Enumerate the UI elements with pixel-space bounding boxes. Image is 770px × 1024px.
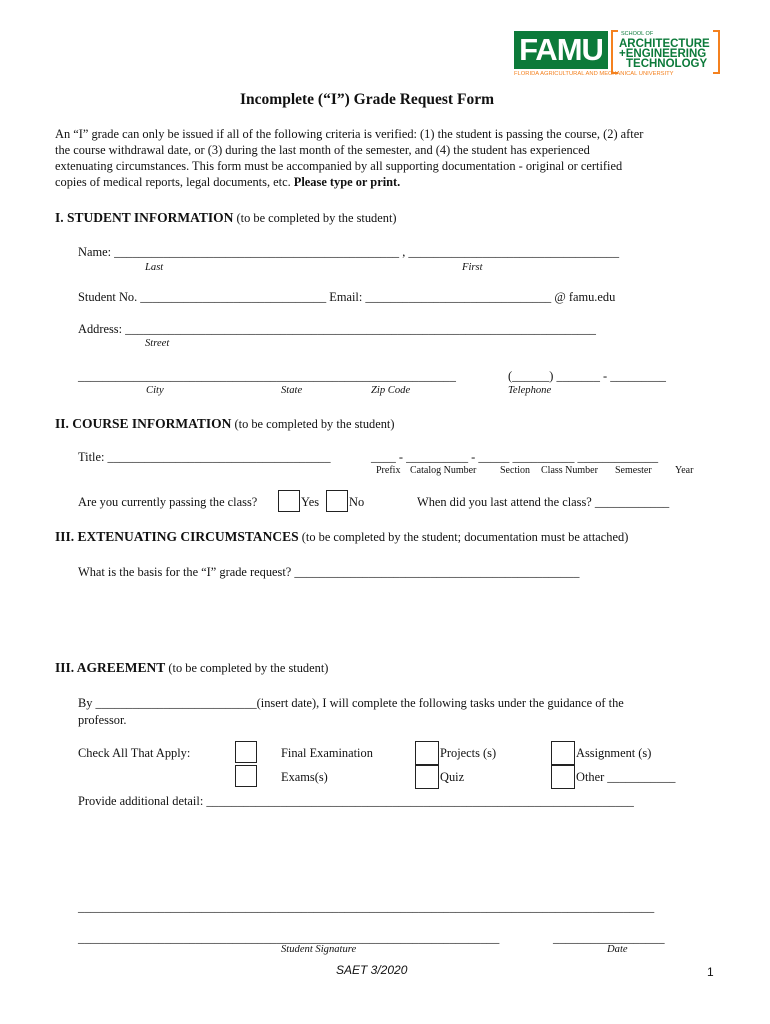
assignment-checkbox[interactable] — [551, 741, 575, 765]
telephone-field[interactable]: (______) _______ - _________ — [508, 369, 666, 383]
address-field[interactable]: Address: ____________________________________________________________________________ — [78, 322, 596, 336]
label-last: Last — [145, 262, 164, 273]
name-field[interactable]: Name: ______________________________________________ , __________________________________ — [78, 245, 620, 259]
label-catalog-number: Catalog Number — [410, 465, 477, 476]
check-all-label: Check All That Apply: — [78, 746, 191, 760]
logo-bracket-left — [611, 30, 618, 74]
section-2-note: (to be completed by the student) — [234, 417, 395, 431]
label-class-number: Class Number — [541, 465, 598, 476]
other-checkbox[interactable] — [551, 765, 575, 789]
section-4-note: (to be completed by the student) — [168, 661, 329, 675]
course-number-field[interactable]: ____ - __________ - _____ __________ _____________ — [371, 450, 659, 464]
logo-architecture: ARCHITECTURE — [619, 38, 710, 50]
section-3-heading: III. EXTENUATING CIRCUMSTANCES — [55, 529, 299, 544]
agreement-date-field[interactable]: By __________________________(insert date), I will complete the following tasks under the guidance of the — [78, 696, 624, 710]
logo-technology: TECHNOLOGY — [626, 58, 708, 70]
section-student-information — [55, 210, 397, 226]
exams-label: Exams(s) — [281, 770, 328, 784]
section-3-note: (to be completed by the student; documentation must be attached) — [301, 530, 629, 544]
city-state-zip-field[interactable]: _____________________________________________________________ — [78, 369, 456, 383]
form-code: SAET 3/2020 — [336, 963, 408, 977]
logo-engineering: +ENGINEERING — [619, 48, 707, 60]
label-section: Section — [500, 465, 530, 476]
label-date: Date — [607, 944, 628, 955]
date-field[interactable]: __________________ — [553, 931, 665, 945]
intro-line-3: extenuating circumstances. This form must be accompanied by all supporting documentation - original or certified — [55, 159, 623, 173]
section-2-heading: II. COURSE INFORMATION — [55, 416, 232, 431]
basis-field[interactable]: What is the basis for the “I” grade request? ______________________________________________ — [78, 565, 580, 579]
intro-emphasis: Please type or print. — [293, 175, 401, 189]
page-number: 1 — [707, 965, 714, 979]
section-1-heading: I. STUDENT INFORMATION — [55, 210, 234, 225]
exams-checkbox[interactable] — [235, 765, 257, 787]
intro-line-4 — [55, 175, 400, 190]
no-checkbox[interactable] — [326, 490, 348, 512]
section-course-information — [55, 416, 395, 432]
assignment-label: Assignment (s) — [576, 746, 652, 760]
intro-line-4-text: copies of medical reports, legal documents, etc. — [55, 175, 291, 189]
projects-checkbox[interactable] — [415, 741, 439, 765]
agreement-line-2: professor. — [78, 713, 127, 727]
logo-university-name: FLORIDA AGRICULTURAL AND MECHANICAL UNIVERSITY — [514, 71, 674, 77]
logo-school-of: SCHOOL OF — [621, 31, 654, 37]
no-label: No — [349, 495, 365, 509]
quiz-label: Quiz — [440, 770, 465, 784]
blank-line[interactable]: _____________________________________________________________________________________________ — [78, 900, 655, 914]
last-attend-field[interactable]: When did you last attend the class? ____________ — [417, 495, 670, 509]
section-extenuating-circumstances — [55, 529, 628, 545]
intro-line-1: An “I” grade can only be issued if all of the following criteria is verified: (1) the student is passing the course, (2) after — [55, 127, 644, 141]
intro-line-2: the course withdrawal date, or (3) during the last month of the semester, and (4) the student has experienced — [55, 143, 590, 157]
famu-logo: FAMU — [514, 31, 608, 69]
signature-field[interactable]: ____________________________________________________________________ — [78, 931, 500, 945]
final-exam-label: Final Examination — [281, 746, 373, 760]
label-zip: Zip Code — [371, 385, 411, 396]
label-state: State — [281, 385, 303, 396]
label-street: Street — [145, 338, 170, 349]
label-student-signature: Student Signature — [281, 944, 357, 955]
label-year: Year — [675, 465, 694, 476]
label-first: First — [462, 262, 483, 273]
section-1-note: (to be completed by the student) — [236, 211, 397, 225]
logo-bracket-right — [713, 30, 720, 74]
form-title: Incomplete (“I”) Grade Request Form — [240, 91, 494, 108]
section-4-heading: III. AGREEMENT — [55, 660, 166, 675]
projects-label: Projects (s) — [440, 746, 497, 760]
label-prefix: Prefix — [376, 465, 401, 476]
quiz-checkbox[interactable] — [415, 765, 439, 789]
other-field[interactable]: Other ___________ — [576, 770, 676, 784]
yes-label: Yes — [301, 495, 320, 509]
yes-checkbox[interactable] — [278, 490, 300, 512]
course-title-field[interactable]: Title: ____________________________________ — [78, 450, 331, 464]
passing-question: Are you currently passing the class? — [78, 495, 258, 509]
label-semester: Semester — [615, 465, 652, 476]
section-agreement — [55, 660, 328, 676]
label-city: City — [146, 385, 164, 396]
label-telephone: Telephone — [508, 385, 552, 396]
additional-detail-field[interactable]: Provide additional detail: _____________________________________________________________________ — [78, 794, 634, 808]
final-exam-checkbox[interactable] — [235, 741, 257, 763]
student-no-email-field[interactable]: Student No. ______________________________ Email: ______________________________ @ famu.edu — [78, 290, 616, 304]
